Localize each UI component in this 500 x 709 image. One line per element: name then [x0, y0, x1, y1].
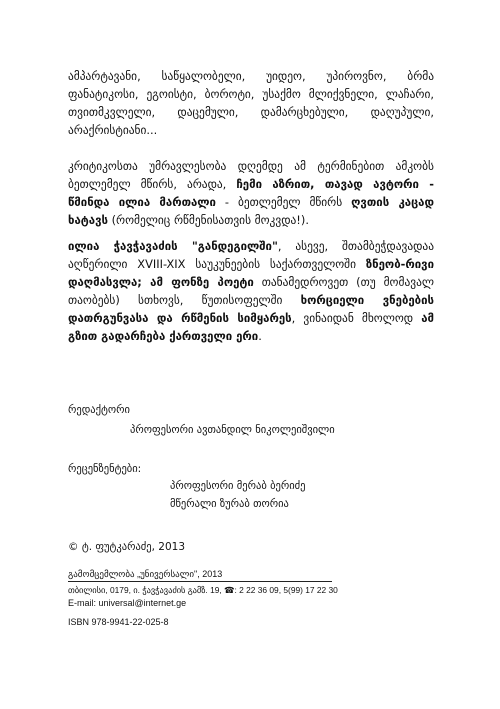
- isbn: ISBN 978-9941-22-025-8: [68, 617, 169, 627]
- editor-name: პროფესორი ავთანდილ ნიკოლეიშვილი: [130, 424, 335, 436]
- reviewers-label: რეცენზენტები:: [68, 463, 142, 475]
- critics-seg-c: - ბეთლემელ მწირს: [215, 194, 352, 209]
- gandegili-seg-e: ხორციელი ვნებების დათრგუნვასა და რწმენის სიმყარეს: [68, 292, 434, 325]
- copyright: © ტ. ფუტკარაძე, 2013: [68, 541, 185, 553]
- reviewer-1: პროფესორი მერაბ ბერიძე: [170, 480, 306, 492]
- imprint-divider: [68, 581, 332, 582]
- critics-seg-e: (რომელიც რწმენისათვის მოკვდა!).: [107, 212, 309, 227]
- critics-seg-a: ბეთლემელ მწირს, არადა,: [68, 176, 237, 191]
- critics-seg-b: ჩემი აზრით, თავად ავტორი - წმინდა ილია მართალი: [68, 176, 434, 209]
- paragraph-gandegili: [68, 238, 434, 345]
- gandegili-seg-f: , ვინაიდან მხოლოდ: [291, 310, 422, 325]
- gandegili-seg-d: თანამედროვეთ (თუ მომავალ თაობებს) სთხოვს, წუთისოფელში: [68, 274, 434, 307]
- critics-line1: კრიტიკოსთა უმრავლესობა დღემდე ამ ტერმინებით ამკობს: [68, 159, 434, 173]
- gandegili-text: [68, 238, 434, 345]
- gandegili-seg-a: ილია ჭავჭავაძის "განდეგილში": [68, 239, 278, 253]
- gandegili-seg-b: , ასევე, შთამბეჭდავადაა აღწერილი XVIII-XIX საუკუნეების საქართველოში: [68, 239, 435, 271]
- gandegili-seg-g: ამ გზით გადარჩება ქართველი ერი: [68, 310, 434, 343]
- reviewer-2: მწერალი ზურაბ თორია: [170, 498, 289, 510]
- paragraph-critics: [68, 158, 434, 230]
- epithets-text: ამპარტავანი, საწყალობელი, უიდეო, უპიროვნო, ბრმა ფანატიკოსი, ეგოისტი, ბოროტი, უსაქმო მლიქვნელი, ლაჩარი, თვითმკვლელი, დაცემული, დამარცხებული, დაღუპული, არაქრისტიანი...: [68, 69, 434, 137]
- gandegili-seg-c: ზნეობ-რივი დაღმასვლა; ამ ფონზე პოეტი: [68, 256, 434, 289]
- publisher-name: გამომცემლობა „უნივერსალი", 2013: [68, 569, 223, 579]
- critics-text: [68, 158, 434, 230]
- gandegili-seg-h: .: [258, 328, 262, 343]
- publisher-address: თბილისი, 0179, ი. ჭავჭავაძის გამზ. 19, ☎: 2 22 36 09, 5(99) 17 22 30: [68, 585, 338, 595]
- paragraph-epithets: [68, 68, 434, 140]
- editor-label: რედაქტორი: [68, 404, 130, 416]
- publisher-email: E-mail: universal@internet.ge: [68, 598, 187, 608]
- critics-seg-d: ღვთის კაცად ხატავს: [68, 194, 434, 227]
